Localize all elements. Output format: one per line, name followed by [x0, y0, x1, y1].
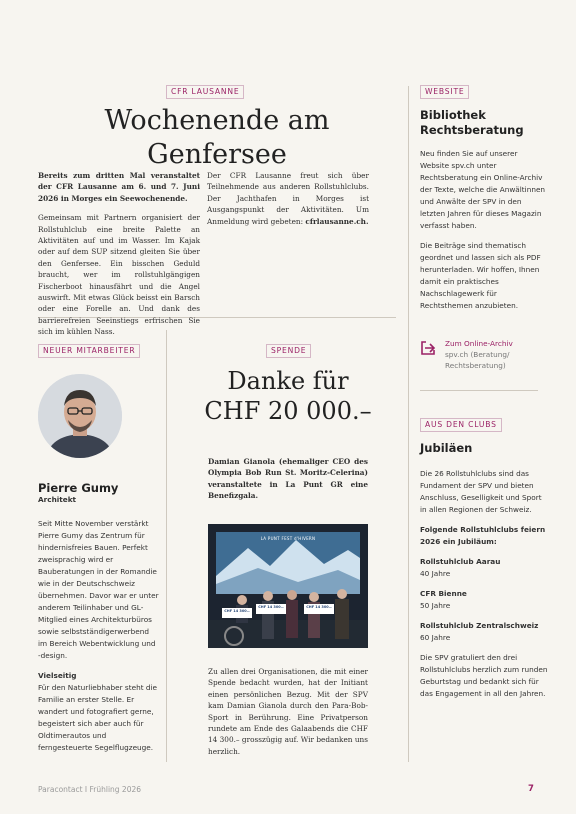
article-paragraph: Die Beiträge sind thematisch geordnet und lassen sich als PDF herunterladen. Wir hoffen, Ihnen damit ein praktisches Nachschlagewerk für Rechtsthemen anzubieten. — [420, 241, 541, 310]
column-divider — [166, 330, 167, 762]
section-tag: WEBSITE — [420, 85, 469, 99]
article-paragraph: Zu allen drei Organisationen, die mit einer Spende bedacht wurden, hat der Initiant einen persönlichen Bezug. Mit der SPV kam Damian Gianola durch den Para-Bob-Sport in Berührung. Eine Privatperson rundete am Ende des Galaabends die CHF 14 300.– grosszügig auf. Wir bedanken uns herzlich. — [208, 667, 368, 756]
article-title — [178, 366, 398, 426]
article-paragraph — [38, 212, 200, 337]
club-name: CFR Bienne — [420, 589, 467, 598]
photo-banner-text: LA PUNT FEST d'HIVERN — [260, 536, 316, 541]
article-title: Bibliothek Rechtsberatung — [420, 108, 524, 137]
title-line: CHF 20 000.– — [204, 397, 372, 425]
section-divider — [420, 390, 538, 391]
title-line: Danke für — [227, 367, 349, 395]
club-years: 40 Jahre — [420, 569, 451, 578]
club-name: Rollstuhlclub Aarau — [420, 557, 501, 566]
article-paragraph: Die 26 Rollstuhlclubs sind das Fundament der SPV und bieten Anschluss, Geselligkeit und Sport in allen Regionen der Schweiz. — [420, 469, 542, 514]
employee-portrait — [38, 374, 122, 458]
link-url: spv.ch (Beratung/ Rechtsberatung) — [445, 350, 510, 370]
section-tag: CFR LAUSANNE — [166, 85, 244, 99]
article-paragraph — [207, 170, 369, 227]
article-paragraph: Für den Naturliebhaber steht die Familie an erster Stelle. Er wandert und fotografiert gerne, begeistert sich aber auch für Oldtimerautos und ferngesteuerte Segelflugzeuge. — [38, 683, 158, 752]
article-paragraph: Neu finden Sie auf unserer Website spv.ch unter Rechtsberatung ein Online-Archiv der Texte, welche die Anwältinnen und Anwälte der SPV in den letzten Jahren für dieses Magazin verfasst haben. — [420, 149, 546, 230]
article-paragraph: Seit Mitte November verstärkt Pierre Gumy das Zentrum für hindernisfreies Bauen. Perfekt zweisprachig wird er Bauberatungen in der Romandie wie in der Deutschschweiz übernehmen. Davor war er unter anderem Teilinhaber und GL-Mitglied eines Architekturbüros sowie selbstständigerwerbend im Bereich Webentwicklung und -design. — [38, 519, 159, 660]
section-tag: AUS DEN CLUBS — [420, 418, 502, 432]
article-subheading: Vielseitig — [38, 671, 77, 680]
club-name: Rollstuhlclub Zentralschweiz — [420, 621, 539, 630]
gala-photo — [208, 524, 368, 648]
check-amount: CHF 14 300.– — [258, 605, 284, 609]
magazine-issue: Paracontact I Frühling 2026 — [38, 785, 142, 794]
check-amount: CHF 14 300.– — [224, 609, 250, 613]
section-tag: SPENDE — [266, 344, 311, 358]
paragraph-text: Der CFR Lausanne freut sich über Teilnehmende aus anderen Rollstuhlclubs. Der Jachthafen in Morges ist Ausgangspunkt der Aktivitäten. Um Anmeldung wird gebeten: — [207, 171, 369, 226]
jubilee-item — [420, 588, 548, 612]
page-number: 7 — [528, 784, 534, 794]
section-tag: NEUER MITARBEITER — [38, 344, 140, 358]
external-link-icon — [420, 340, 436, 356]
club-years: 50 Jahre — [420, 601, 451, 610]
club-years: 60 Jahre — [420, 633, 451, 642]
article-lead: Bereits zum dritten Mal veranstaltet der CFR Lausanne am 6. und 7. Juni 2026 in Morges ein Seewochenende. — [38, 171, 200, 203]
jubilee-item — [420, 620, 548, 644]
article-lead: Damian Gianola (ehemaliger CEO des Olympia Bob Run St. Moritz-Celerina) veranstaltete in La Punt GR eine Benefizgala. — [208, 457, 368, 501]
jubilee-item — [420, 556, 548, 580]
jubilee-intro: Folgende Rollstuhlclubs feiern 2026 ein Jubiläum: — [420, 525, 546, 546]
employee-role: Architekt — [38, 495, 77, 504]
column-divider — [408, 86, 409, 762]
paragraph-text: Gemeinsam mit Partnern organisiert der Rollstuhlclub eine breite Palette an Aktivitäten auf und im Wasser. Im Kajak oder auf dem SUP sitzend gleiten Sie über den Genfersee. Ein bisschen Geduld braucht, wer im rollstuhlgängigen Fischerboot hinausfährt und die Angel auswirft. Mit etwas Glück beisst ein Barsch oder eine Forelle an. Und dank des barrierefreien Seeinstiegs erfrischen Sie sich im kühlen Nass. — [38, 213, 200, 337]
link-label: Zum Online-Archiv — [445, 339, 513, 348]
check-amount: CHF 14 300.– — [306, 605, 332, 609]
club-website-link[interactable]: cfrlausanne.ch. — [305, 216, 369, 226]
article-title: Wochenende am Genfersee — [104, 105, 330, 170]
employee-name: Pierre Gumy — [38, 481, 119, 495]
article-title: Jubiläen — [420, 441, 473, 455]
article-paragraph: Die SPV gratuliert den drei Rollstuhlclubs herzlich zum runden Geburtstag und bedankt sich für das Engagement in all den Jahren. — [420, 653, 548, 698]
